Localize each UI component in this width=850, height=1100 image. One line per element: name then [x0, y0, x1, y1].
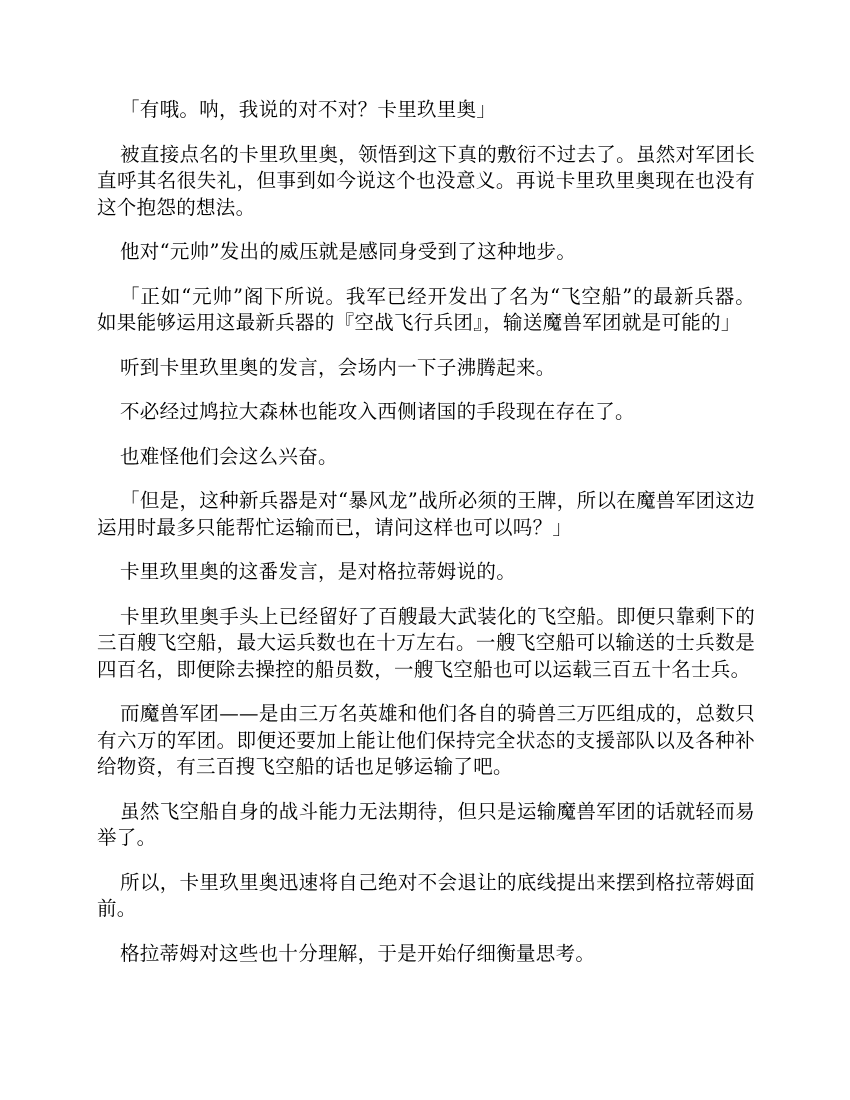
paragraph-10: 卡里玖里奥手头上已经留好了百艘最大武装化的飞空船。即便只靠剩下的三百艘飞空船，最大运兵数也在十万左右。一艘飞空船可以输送的士兵数是四百名，即便除去操控的船员数，一艘飞空船也可以运载三百五十名士兵。	[97, 604, 755, 681]
paragraph-11: 而魔兽军团——是由三万名英雄和他们各自的骑兽三万匹组成的，总数只有六万的军团。即便还要加上能让他们保持完全状态的支援部队以及各种补给物资，有三百搜飞空船的话也足够运输了吧。	[97, 702, 755, 778]
paragraph-12: 虽然飞空船自身的战斗能力无法期待，但只是运输魔兽军团的话就轻而易举了。	[97, 799, 755, 849]
paragraph-8: 「但是，这种新兵器是对“暴风龙”战所必须的王牌，所以在魔兽军团这边运用时最多只能帮忙运输而已，请问这样也可以吗？」	[97, 489, 755, 539]
paragraph-2: 被直接点名的卡里玖里奥，领悟到这下真的敷衍不过去了。虽然对军团长直呼其名很失礼，但事到如今说这个也没意义。再说卡里玖里奥现在也没有这个抱怨的想法。	[97, 142, 755, 219]
document-body	[97, 97, 755, 985]
paragraph-14: 格拉蒂姆对这些也十分理解，于是开始仔细衡量思考。	[120, 941, 596, 965]
paragraph-1: 「有哦。呐，我说的对不对？卡里玖里奥」	[120, 98, 497, 121]
paragraph-5: 听到卡里玖里奥的发言，会场内一下子沸腾起来。	[120, 355, 556, 379]
paragraph-3: 他对“元帅”发出的威压就是感同身受到了这种地步。	[120, 240, 577, 263]
paragraph-4: 「正如“元帅”阁下所说。我军已经开发出了名为“飞空船”的最新兵器。如果能够运用这最新兵器的『空战飞行兵团』，输送魔兽军团就是可能的」	[97, 284, 755, 334]
paragraph-13: 所以，卡里玖里奥迅速将自己绝对不会退让的底线提出来摆到格拉蒂姆面前。	[97, 870, 755, 920]
paragraph-7: 也难怪他们会这么兴奋。	[120, 444, 338, 468]
paragraph-6: 不必经过鸠拉大森林也能攻入西侧诸国的手段现在存在了。	[120, 400, 635, 423]
paragraph-9: 卡里玖里奥的这番发言，是对格拉蒂姆说的。	[120, 560, 517, 583]
